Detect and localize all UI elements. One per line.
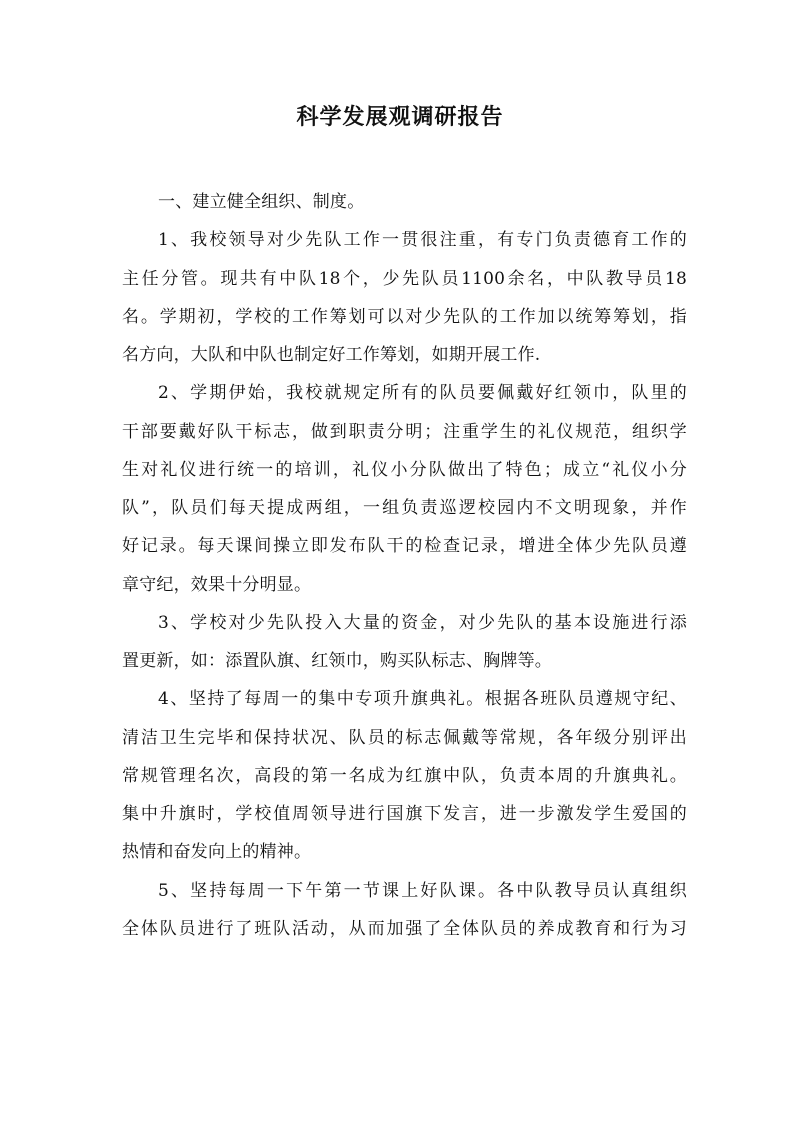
- paragraph-line: 集中升旗时，学校值周领导进行国旗下发言，进一步激发学生爱国的: [122, 804, 687, 824]
- paragraph-line: 热情和奋发向上的精神。: [122, 842, 312, 863]
- paragraph-line: 章守纪，效果十分明显。: [122, 574, 312, 595]
- section-heading: 一、建立健全组织、制度。: [158, 192, 365, 212]
- paragraph-line: 名方向，大队和中队也制定好工作筹划，如期开展工作.: [122, 345, 541, 365]
- document-title: 科学发展观调研报告: [296, 104, 504, 130]
- paragraph-line: 主任分管。现共有中队18个，少先队员1100余名，中队教导员18: [122, 268, 687, 289]
- paragraph-line: 队”，队员们每天提成两组，一组负责巡逻校园内不文明现象，并作: [122, 498, 687, 518]
- paragraph-line: 好记录。每天课间操立即发布队干的检查记录，增进全体少先队员遵: [122, 536, 687, 557]
- paragraph-line: 清洁卫生完毕和保持状况、队员的标志佩戴等常规，各年级分别评出: [122, 727, 687, 748]
- paragraph-line: 名。学期初，学校的工作筹划可以对少先队的工作加以统筹筹划，指: [122, 306, 687, 327]
- paragraph-line: 常规管理名次，高段的第一名成为红旗中队，负责本周的升旗典礼。: [122, 765, 687, 786]
- paragraph-line: 生对礼仪进行统一的培训，礼仪小分队做出了特色；成立“礼仪小分: [122, 459, 687, 480]
- paragraph-line: 4、坚持了每周一的集中专项升旗典礼。根据各班队员遵规守纪、: [158, 689, 687, 710]
- paragraph-line: 2、学期伊始，我校就规定所有的队员要佩戴好红领巾，队里的: [158, 383, 687, 404]
- paragraph-line: 1、我校领导对少先队工作一贯很注重，有专门负责德育工作的: [158, 230, 687, 251]
- paragraph-line: 置更新，如：添置队旗、红领巾，购买队标志、胸牌等。: [122, 651, 552, 671]
- document-body: [122, 183, 687, 948]
- paragraph-line: 干部要戴好队干标志，做到职责分明；注重学生的礼仪规范，组织学: [122, 421, 687, 442]
- paragraph-line: 3、学校对少先队投入大量的资金，对少先队的基本设施进行添: [158, 612, 687, 633]
- paragraph-line: 5、坚持每周一下午第一节课上好队课。各中队教导员认真组织: [158, 880, 687, 901]
- paragraph-line: 全体队员进行了班队活动，从而加强了全体队员的养成教育和行为习: [122, 918, 687, 939]
